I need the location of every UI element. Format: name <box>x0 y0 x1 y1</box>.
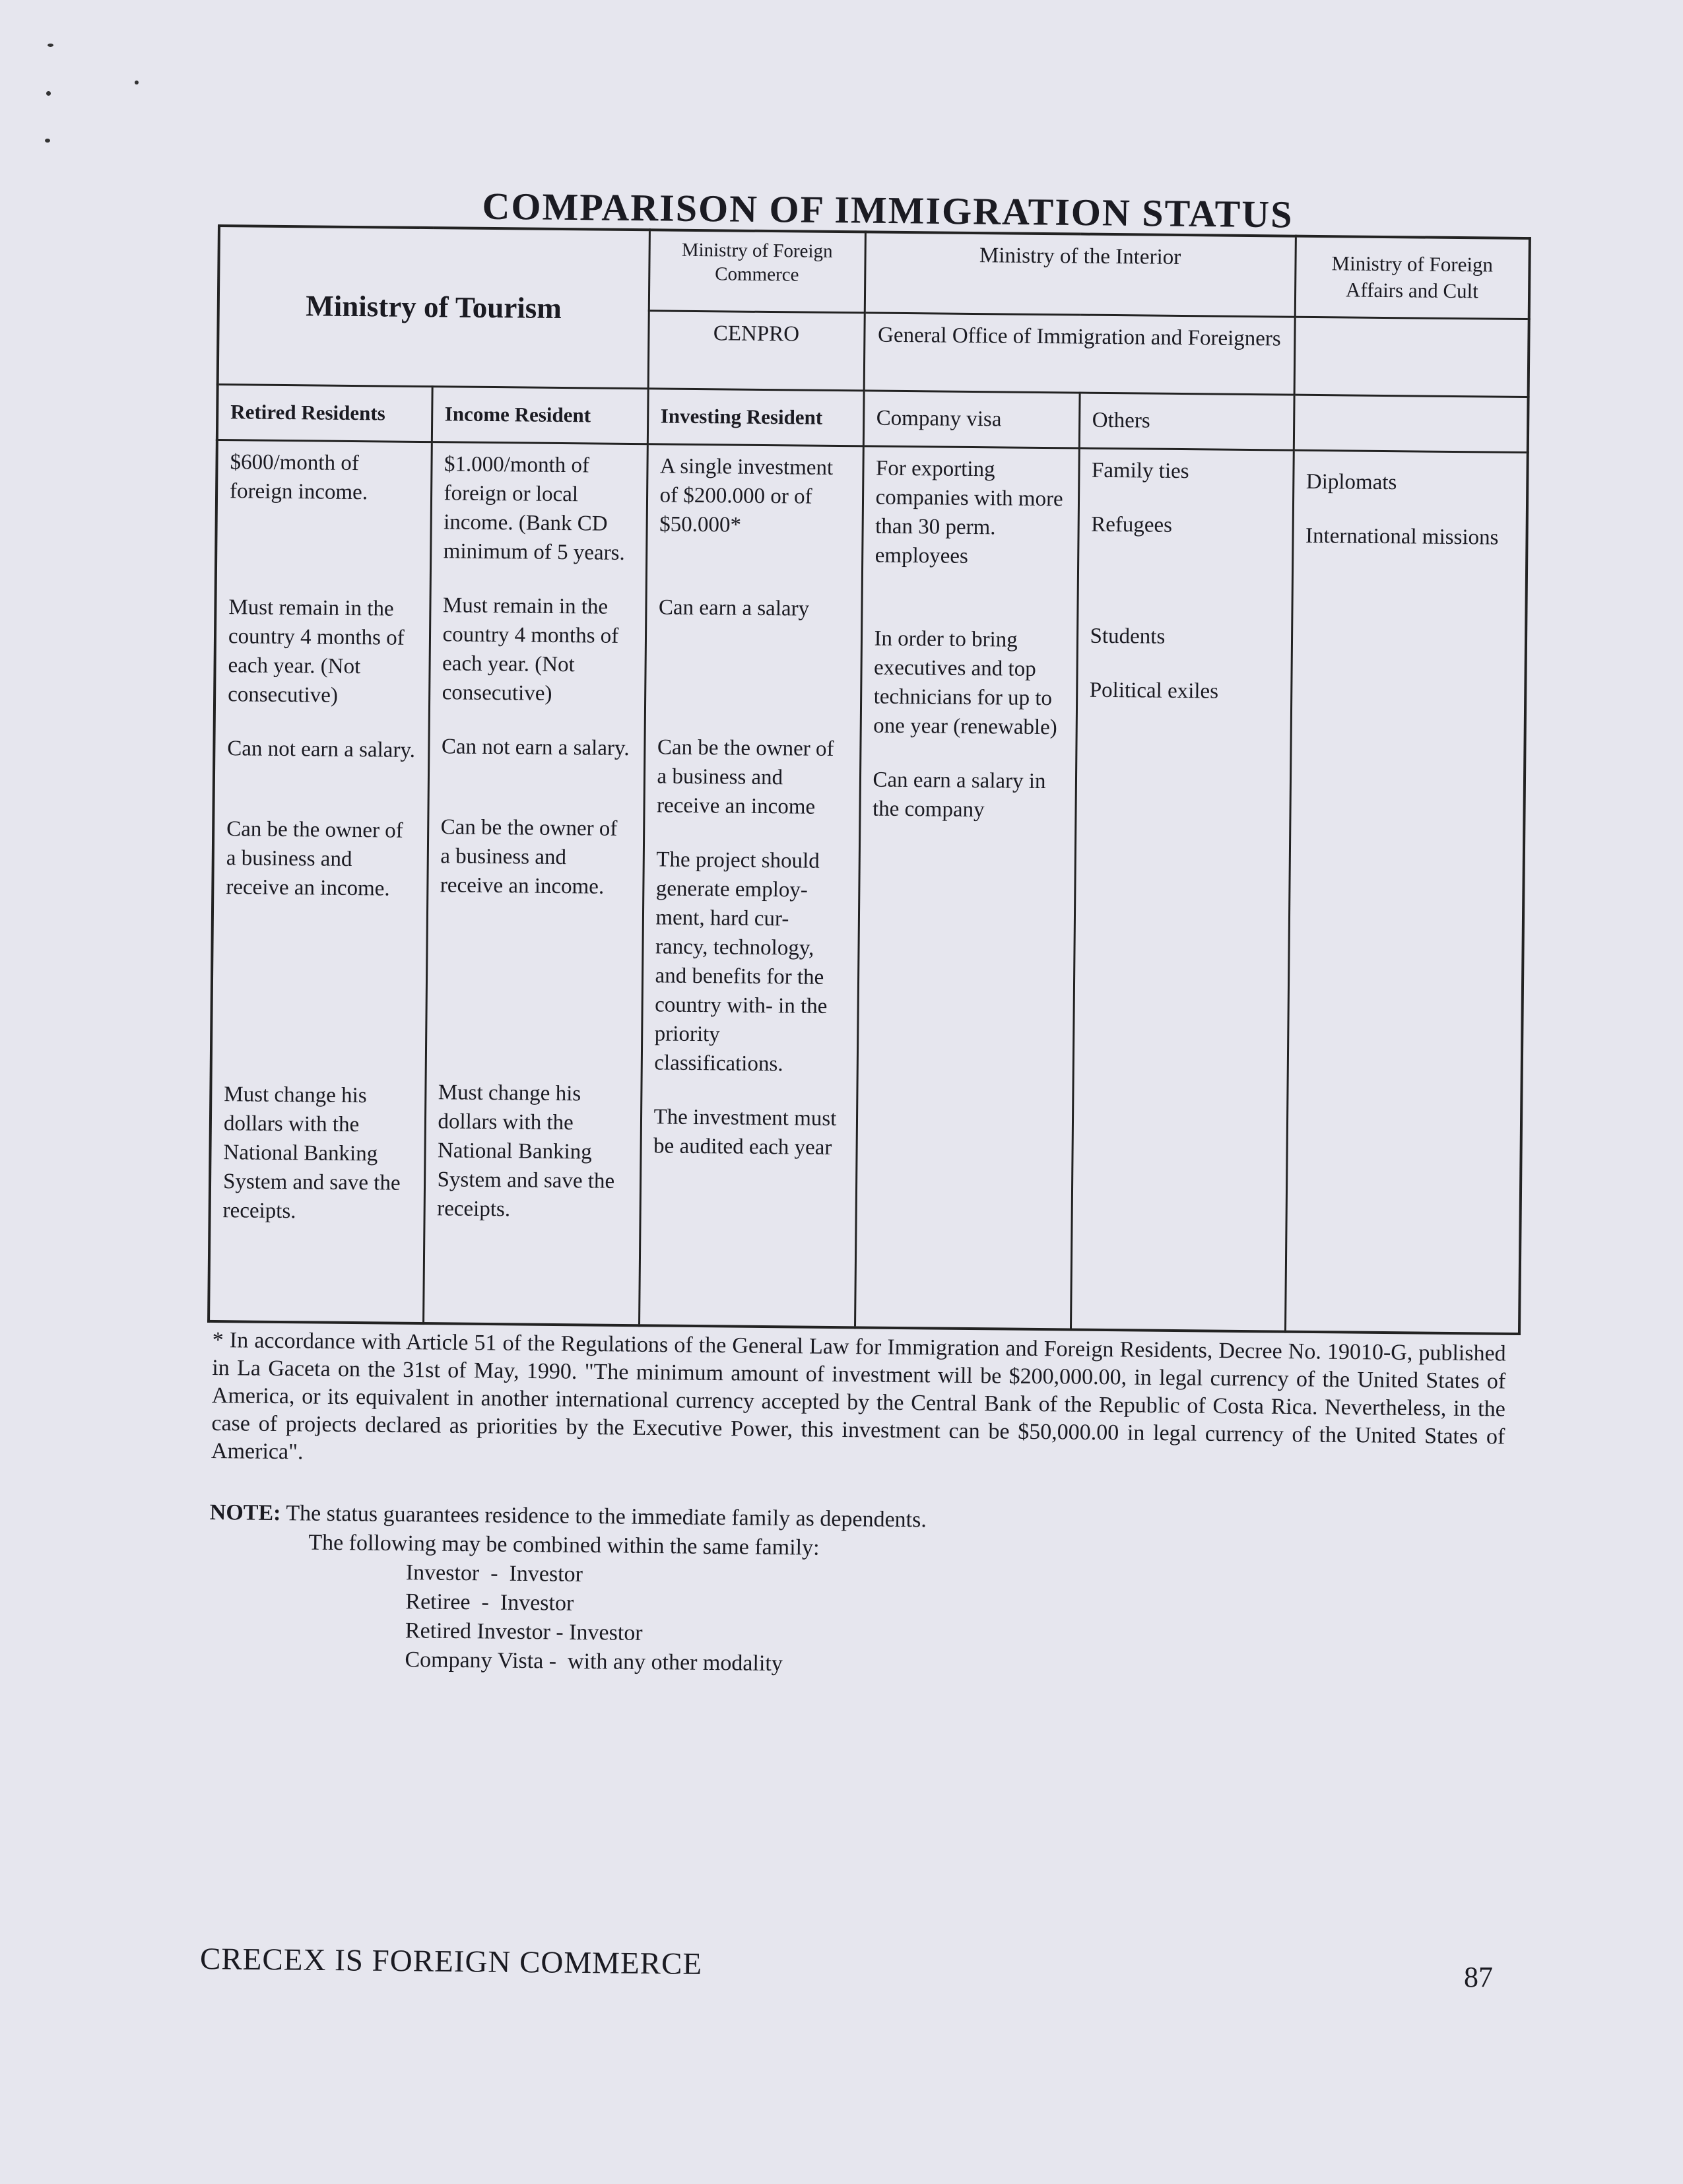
retired-requirement: Must change his dollars with the National Banking System and save the receipts. <box>222 1082 401 1223</box>
investing-column-cell <box>639 444 863 1327</box>
investing-requirement: The project should generate employ- ment, hard cur- rancy, technology, and benefits for the country with- in the priority classifications. <box>654 847 828 1076</box>
others-column-cell <box>1071 448 1294 1332</box>
investing-requirement: Can earn a salary <box>658 595 810 621</box>
note-text: The status guarantees residence to the immediate family as dependents. <box>286 1501 927 1533</box>
column-header-investing: Investing Resident <box>647 388 864 446</box>
retired-requirement: Can not earn a salary. <box>227 736 416 762</box>
company-requirement: In order to bring executives and top technicians for up to one year (renewable) <box>873 626 1057 739</box>
foreign-affairs-column-cell <box>1285 450 1528 1334</box>
column-header-income: Income Resident <box>432 386 648 444</box>
family-note <box>208 1498 1332 1684</box>
column-header-others: Others <box>1079 393 1294 450</box>
combination-item: Retiree - Investor <box>405 1589 574 1616</box>
ministry-foreign-affairs-header: Ministry of Foreign Affairs and Cult <box>1295 236 1530 319</box>
comparison-table <box>207 224 1529 1335</box>
company-column-cell <box>855 446 1079 1329</box>
note-label: NOTE: <box>209 1500 281 1526</box>
page-number: 87 <box>1464 1961 1493 1993</box>
retired-requirement: Must remain in the country 4 months of each year. (Not consecutive) <box>227 595 405 708</box>
combination-item: Investor - Investor <box>405 1560 583 1587</box>
investing-requirement: A single investment of $200.000 or of $50.000* <box>659 453 834 537</box>
ministry-foreign-commerce-header: Ministry of Foreign Commerce <box>649 230 865 312</box>
company-requirement: For exporting companies with more than 30 perm. employees <box>874 456 1063 568</box>
income-requirement: Can be the owner of a business and receive an income. <box>440 814 618 899</box>
others-category: Refugees <box>1091 512 1173 537</box>
immigration-office-header: General Office of Immigration and Foreigners <box>864 312 1295 394</box>
income-requirement: Must remain in the country 4 months of each year. (Not consecutive) <box>442 593 619 706</box>
combination-item: Company Vista - with any other modality <box>405 1647 783 1676</box>
page-title: COMPARISON OF IMMIGRATION STATUS <box>482 184 1294 236</box>
cenpro-header: CENPRO <box>648 310 865 390</box>
retired-column-cell <box>209 440 432 1323</box>
foreign-affairs-category: Diplomats <box>1305 469 1397 494</box>
column-header-company: Company visa <box>863 390 1080 447</box>
others-category: Political exiles <box>1089 678 1219 704</box>
investing-requirement: The investment must be audited each year <box>653 1104 837 1160</box>
investment-footnote: * In accordance with Article 51 of the Regulations of the General Law for Immigration and Foreign Residents, Decree No. 19010-G, published in La Gaceta on the 31st of May, 1990. "The minimum amount of investment will be $200,000.00, in legal currency of the United States of America, or its equivalent in another international currency accepted by the Central Bank of the Republic of Costa Rica. Nevertheless, in the case of projects declared as priorities by the Executive Power, this investment can be $50,000.00 in legal currency of the United States of America". <box>211 1327 1506 1465</box>
foreign-affairs-category: International missions <box>1305 523 1499 550</box>
income-requirement: Can not earn a salary. <box>441 734 630 760</box>
combination-item: Retired Investor - Investor <box>405 1618 643 1645</box>
column-header-retired: Retired Residents <box>217 384 432 442</box>
retired-requirement: Can be the owner of a business and receive an income. <box>226 816 403 901</box>
ministry-interior-header: Ministry of the Interior <box>865 232 1296 316</box>
note-combination-intro: The following may be combined within the same family: <box>308 1530 820 1560</box>
company-requirement: Can earn a salary in the company <box>872 768 1046 822</box>
others-category: Students <box>1090 624 1166 649</box>
others-category: Family ties <box>1091 458 1189 483</box>
empty-header-cell <box>1294 317 1529 397</box>
empty-header-cell <box>1294 395 1529 452</box>
income-requirement: Must change his dollars with the National Banking System and save the receipts. <box>437 1080 615 1221</box>
footer-slogan: CRECEX IS FOREIGN COMMERCE <box>199 1942 703 1981</box>
income-column-cell <box>423 442 647 1325</box>
investing-requirement: Can be the owner of a business and receive an income <box>656 735 834 819</box>
ministry-tourism-header: Ministry of Tourism <box>218 226 649 388</box>
retired-requirement: $600/month of foreign income. <box>229 449 368 504</box>
income-requirement: $1.000/month of foreign or local income. (Bank CD minimum of 5 years. <box>443 451 625 565</box>
